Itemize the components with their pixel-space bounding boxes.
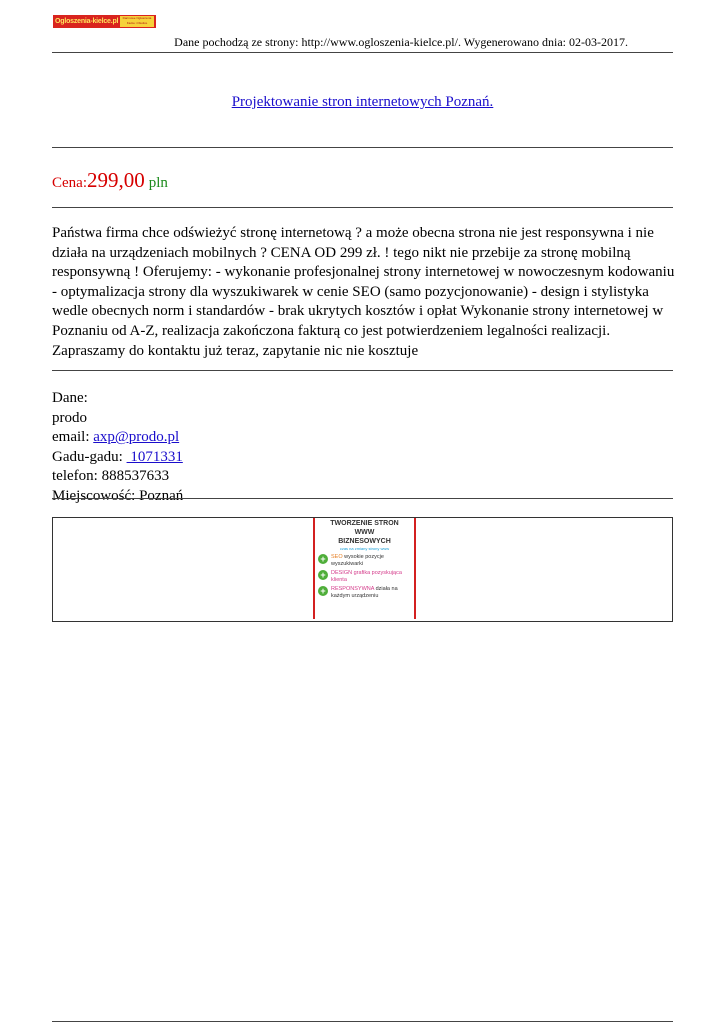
banner-item bbox=[318, 570, 412, 584]
banner-item-text: działa na każdym urządzeniu bbox=[331, 586, 398, 599]
listing-description: Państwa firma chce odświeżyć stronę internetową ? a może obecna strona nie jest responsywna i nie działa na urządzeniach mobilnych ? CENA OD 299 zł. ! tego nikt nie przebije za stronę mobilną responsywną ! Oferujemy: - wykonanie profesjonalnej strony internetowej w nowoczesnym kodowaniu - optymalizacja strony dla wyszukiwarek w cenie SEO (samo pozycjonowanie) - design i stylistyka wedle obecnych norm i standardów - brak ukrytych kosztów i opłat Wykonanie strony internetowej w Poznaniu od A-Z, realizacja zakończona fakturą co jest potwierdzeniem legalności realizacji. Zapraszamy do kontaktu już teraz, zapytanie nic nie kosztuje bbox=[52, 225, 675, 359]
divider bbox=[52, 498, 673, 499]
contact-city-row bbox=[52, 487, 183, 507]
phone-label: telefon: bbox=[52, 468, 102, 485]
footer-divider bbox=[52, 1021, 673, 1022]
gg-label: Gadu-gadu: bbox=[52, 448, 127, 465]
contact-name: prodo bbox=[52, 409, 87, 426]
contact-heading: Dane: bbox=[52, 390, 88, 406]
banner-item-highlight: RESPONSYWNA bbox=[331, 586, 375, 592]
email-label: email: bbox=[52, 429, 94, 446]
divider bbox=[52, 207, 673, 208]
banner-frame bbox=[52, 517, 673, 622]
banner-item-text: wysokie pozycje wyszukiwarki bbox=[331, 554, 384, 567]
header-divider bbox=[52, 52, 673, 53]
banner-item-text: grafika pozyskująca klienta bbox=[331, 570, 402, 583]
price-currency: pln bbox=[148, 175, 168, 191]
banner-line-3: BIZNESOWYCH bbox=[338, 538, 391, 545]
divider bbox=[52, 370, 673, 371]
plus-icon: + bbox=[318, 554, 328, 564]
phone-value: 888537633 bbox=[101, 468, 170, 485]
contact-block bbox=[52, 389, 183, 507]
banner-line-1: TWORZENIE STRON bbox=[330, 520, 399, 527]
banner-item bbox=[318, 586, 412, 600]
email-link[interactable]: axp@prodo.pl bbox=[93, 429, 180, 446]
price-row bbox=[52, 168, 168, 193]
banner-item-highlight: SEO bbox=[331, 554, 343, 560]
gg-link[interactable]: 1071331 bbox=[126, 448, 183, 465]
divider bbox=[52, 147, 673, 148]
price-label: Cena: bbox=[52, 175, 87, 191]
plus-icon: + bbox=[318, 586, 328, 596]
source-info: Dane pochodzą ze strony: http://www.ogloszenia-kielce.pl/. Wygenerowano dnia: 02-03-2017. bbox=[174, 35, 628, 49]
banner-tagline: czas na zmiany strony www bbox=[339, 546, 390, 551]
contact-gg-row bbox=[52, 448, 183, 468]
city-label: Miejscowość: bbox=[52, 487, 140, 504]
banner-item bbox=[318, 554, 412, 568]
banner-item-highlight: DESIGN bbox=[331, 570, 353, 576]
banner-title bbox=[315, 519, 414, 546]
banner-line-2: WWW bbox=[354, 529, 375, 536]
contact-phone-row bbox=[52, 467, 183, 487]
logo-subtext: Darmowe Ogłoszenia Kielce i Okolice bbox=[120, 16, 154, 27]
logo-text: Ogloszenia-kielce.pl bbox=[55, 18, 119, 25]
plus-icon: + bbox=[318, 570, 328, 580]
advert-banner[interactable] bbox=[313, 518, 416, 619]
city-value: Poznań bbox=[139, 487, 184, 504]
site-logo[interactable] bbox=[53, 15, 156, 28]
contact-email-row bbox=[52, 428, 183, 448]
price-value: 299,00 bbox=[87, 168, 145, 192]
listing-title-link[interactable]: Projektowanie stron internetowych Poznań. bbox=[231, 94, 494, 110]
